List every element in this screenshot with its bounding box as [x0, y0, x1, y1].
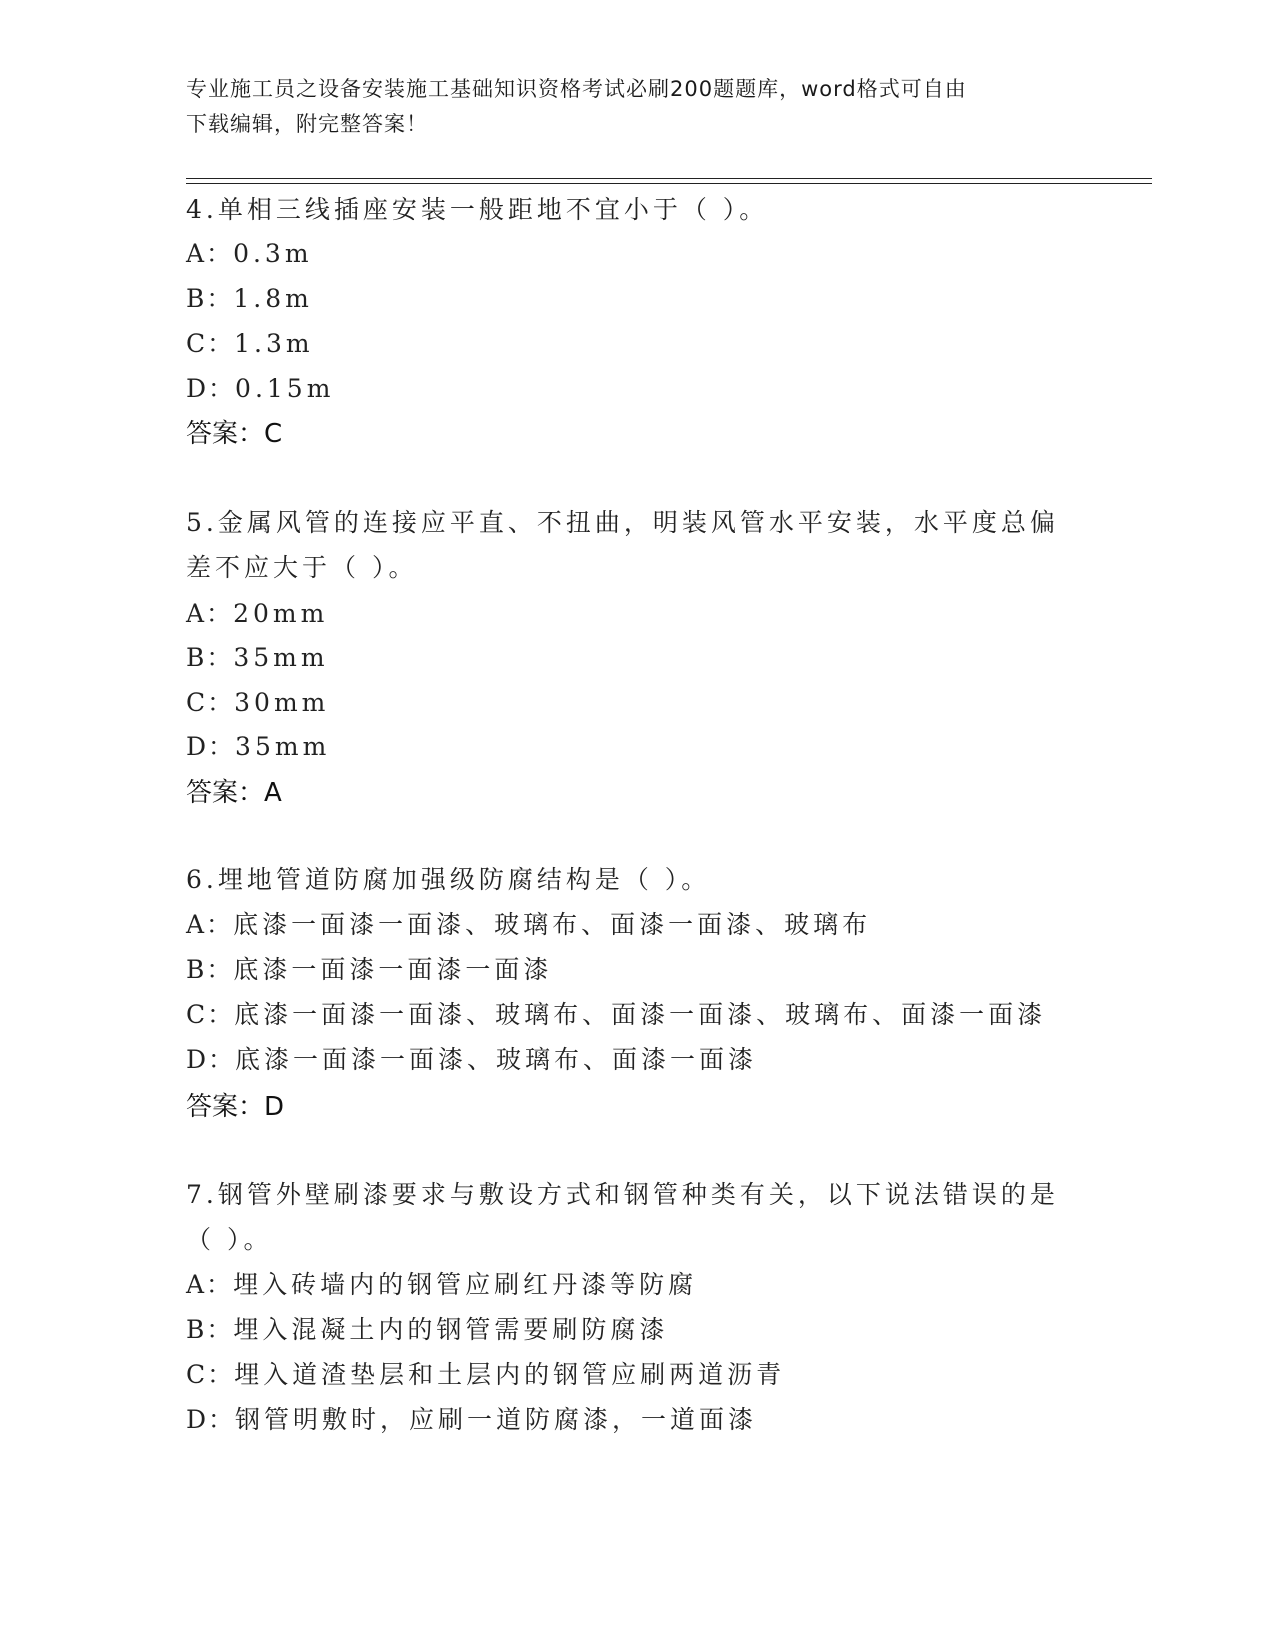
question-4-option-a [186, 234, 313, 270]
question-5-option-c [186, 683, 329, 719]
question-7-option-b [186, 1310, 668, 1346]
option-text: 0.15m [235, 374, 335, 403]
question-4-option-b [186, 279, 313, 315]
question-6-answer: 答案：D [186, 1092, 285, 1122]
option-letter: C： [186, 688, 235, 717]
option-letter: A： [186, 599, 234, 628]
question-4-option-c [186, 324, 314, 360]
option-letter: C： [186, 1000, 235, 1029]
question-6-option-c [186, 995, 1046, 1031]
question-7-stem-line-2: （ ）。 [186, 1225, 273, 1254]
option-text: 20mm [233, 599, 329, 628]
option-letter: A： [186, 239, 234, 268]
option-text: 35mm [235, 732, 331, 761]
question-6-option-a [186, 905, 871, 941]
header-divider-top [186, 178, 1152, 179]
question-5-stem-line-1: 5.金属风管的连接应平直、不扭曲，明装风管水平安装，水平度总偏 [186, 508, 1059, 537]
question-7-option-d [186, 1400, 757, 1436]
option-letter: C： [186, 329, 235, 358]
option-text: 底漆一面漆一面漆、玻璃布、面漆一面漆 [235, 1045, 758, 1074]
option-letter: C： [186, 1360, 235, 1389]
question-7-option-a [186, 1265, 697, 1301]
question-4-option-d [186, 369, 334, 405]
option-text: 底漆一面漆一面漆、玻璃布、面漆一面漆、玻璃布 [233, 910, 872, 939]
question-7-stem-line-1: 7.钢管外壁刷漆要求与敷设方式和钢管种类有关，以下说法错误的是 [186, 1180, 1059, 1209]
option-letter: B： [186, 284, 234, 313]
option-text: 1.3m [234, 329, 314, 358]
option-text: 埋入砖墙内的钢管应刷红丹漆等防腐 [233, 1270, 698, 1299]
option-text: 埋入道渣垫层和土层内的钢管应刷两道沥青 [234, 1360, 786, 1389]
header-line-1: 专业施工员之设备安装施工基础知识资格考试必刷200题题库，word格式可自由 [186, 77, 967, 101]
option-letter: D： [186, 1045, 236, 1074]
option-text: 35mm [233, 643, 329, 672]
option-letter: B： [186, 643, 234, 672]
question-4-answer: 答案：C [186, 419, 283, 449]
question-6-option-d [186, 1040, 757, 1076]
question-5-option-a [186, 594, 328, 630]
option-letter: D： [186, 374, 236, 403]
header-divider-bottom [186, 183, 1152, 184]
option-text: 钢管明敷时，应刷一道防腐漆，一道面漆 [235, 1405, 758, 1434]
option-letter: B： [186, 955, 234, 984]
option-letter: D： [186, 1405, 236, 1434]
question-6-option-b [186, 950, 552, 986]
question-5-option-b [186, 638, 329, 674]
option-text: 埋入混凝土内的钢管需要刷防腐漆 [233, 1315, 669, 1344]
option-letter: A： [186, 910, 234, 939]
option-text: 底漆一面漆一面漆、玻璃布、面漆一面漆、玻璃布、面漆一面漆 [234, 1000, 1047, 1029]
question-5-option-d [186, 727, 330, 763]
header-line-2: 下载编辑，附完整答案！ [186, 112, 428, 136]
option-text: 30mm [234, 688, 330, 717]
option-letter: D： [186, 732, 236, 761]
option-text: 底漆一面漆一面漆一面漆 [233, 955, 553, 984]
question-6-stem-line-1: 6.埋地管道防腐加强级防腐结构是（ ）。 [186, 865, 711, 894]
question-7-option-c [186, 1355, 785, 1391]
option-text: 0.3m [233, 239, 313, 268]
option-text: 1.8m [233, 284, 313, 313]
document-header [186, 72, 1066, 142]
option-letter: A： [186, 1270, 234, 1299]
question-5-stem-line-2: 差不应大于（ ）。 [186, 553, 418, 582]
question-4-stem-line-1: 4.单相三线插座安装一般距地不宜小于（ ）。 [186, 195, 769, 224]
option-letter: B： [186, 1315, 234, 1344]
question-5-answer: 答案：A [186, 778, 282, 808]
